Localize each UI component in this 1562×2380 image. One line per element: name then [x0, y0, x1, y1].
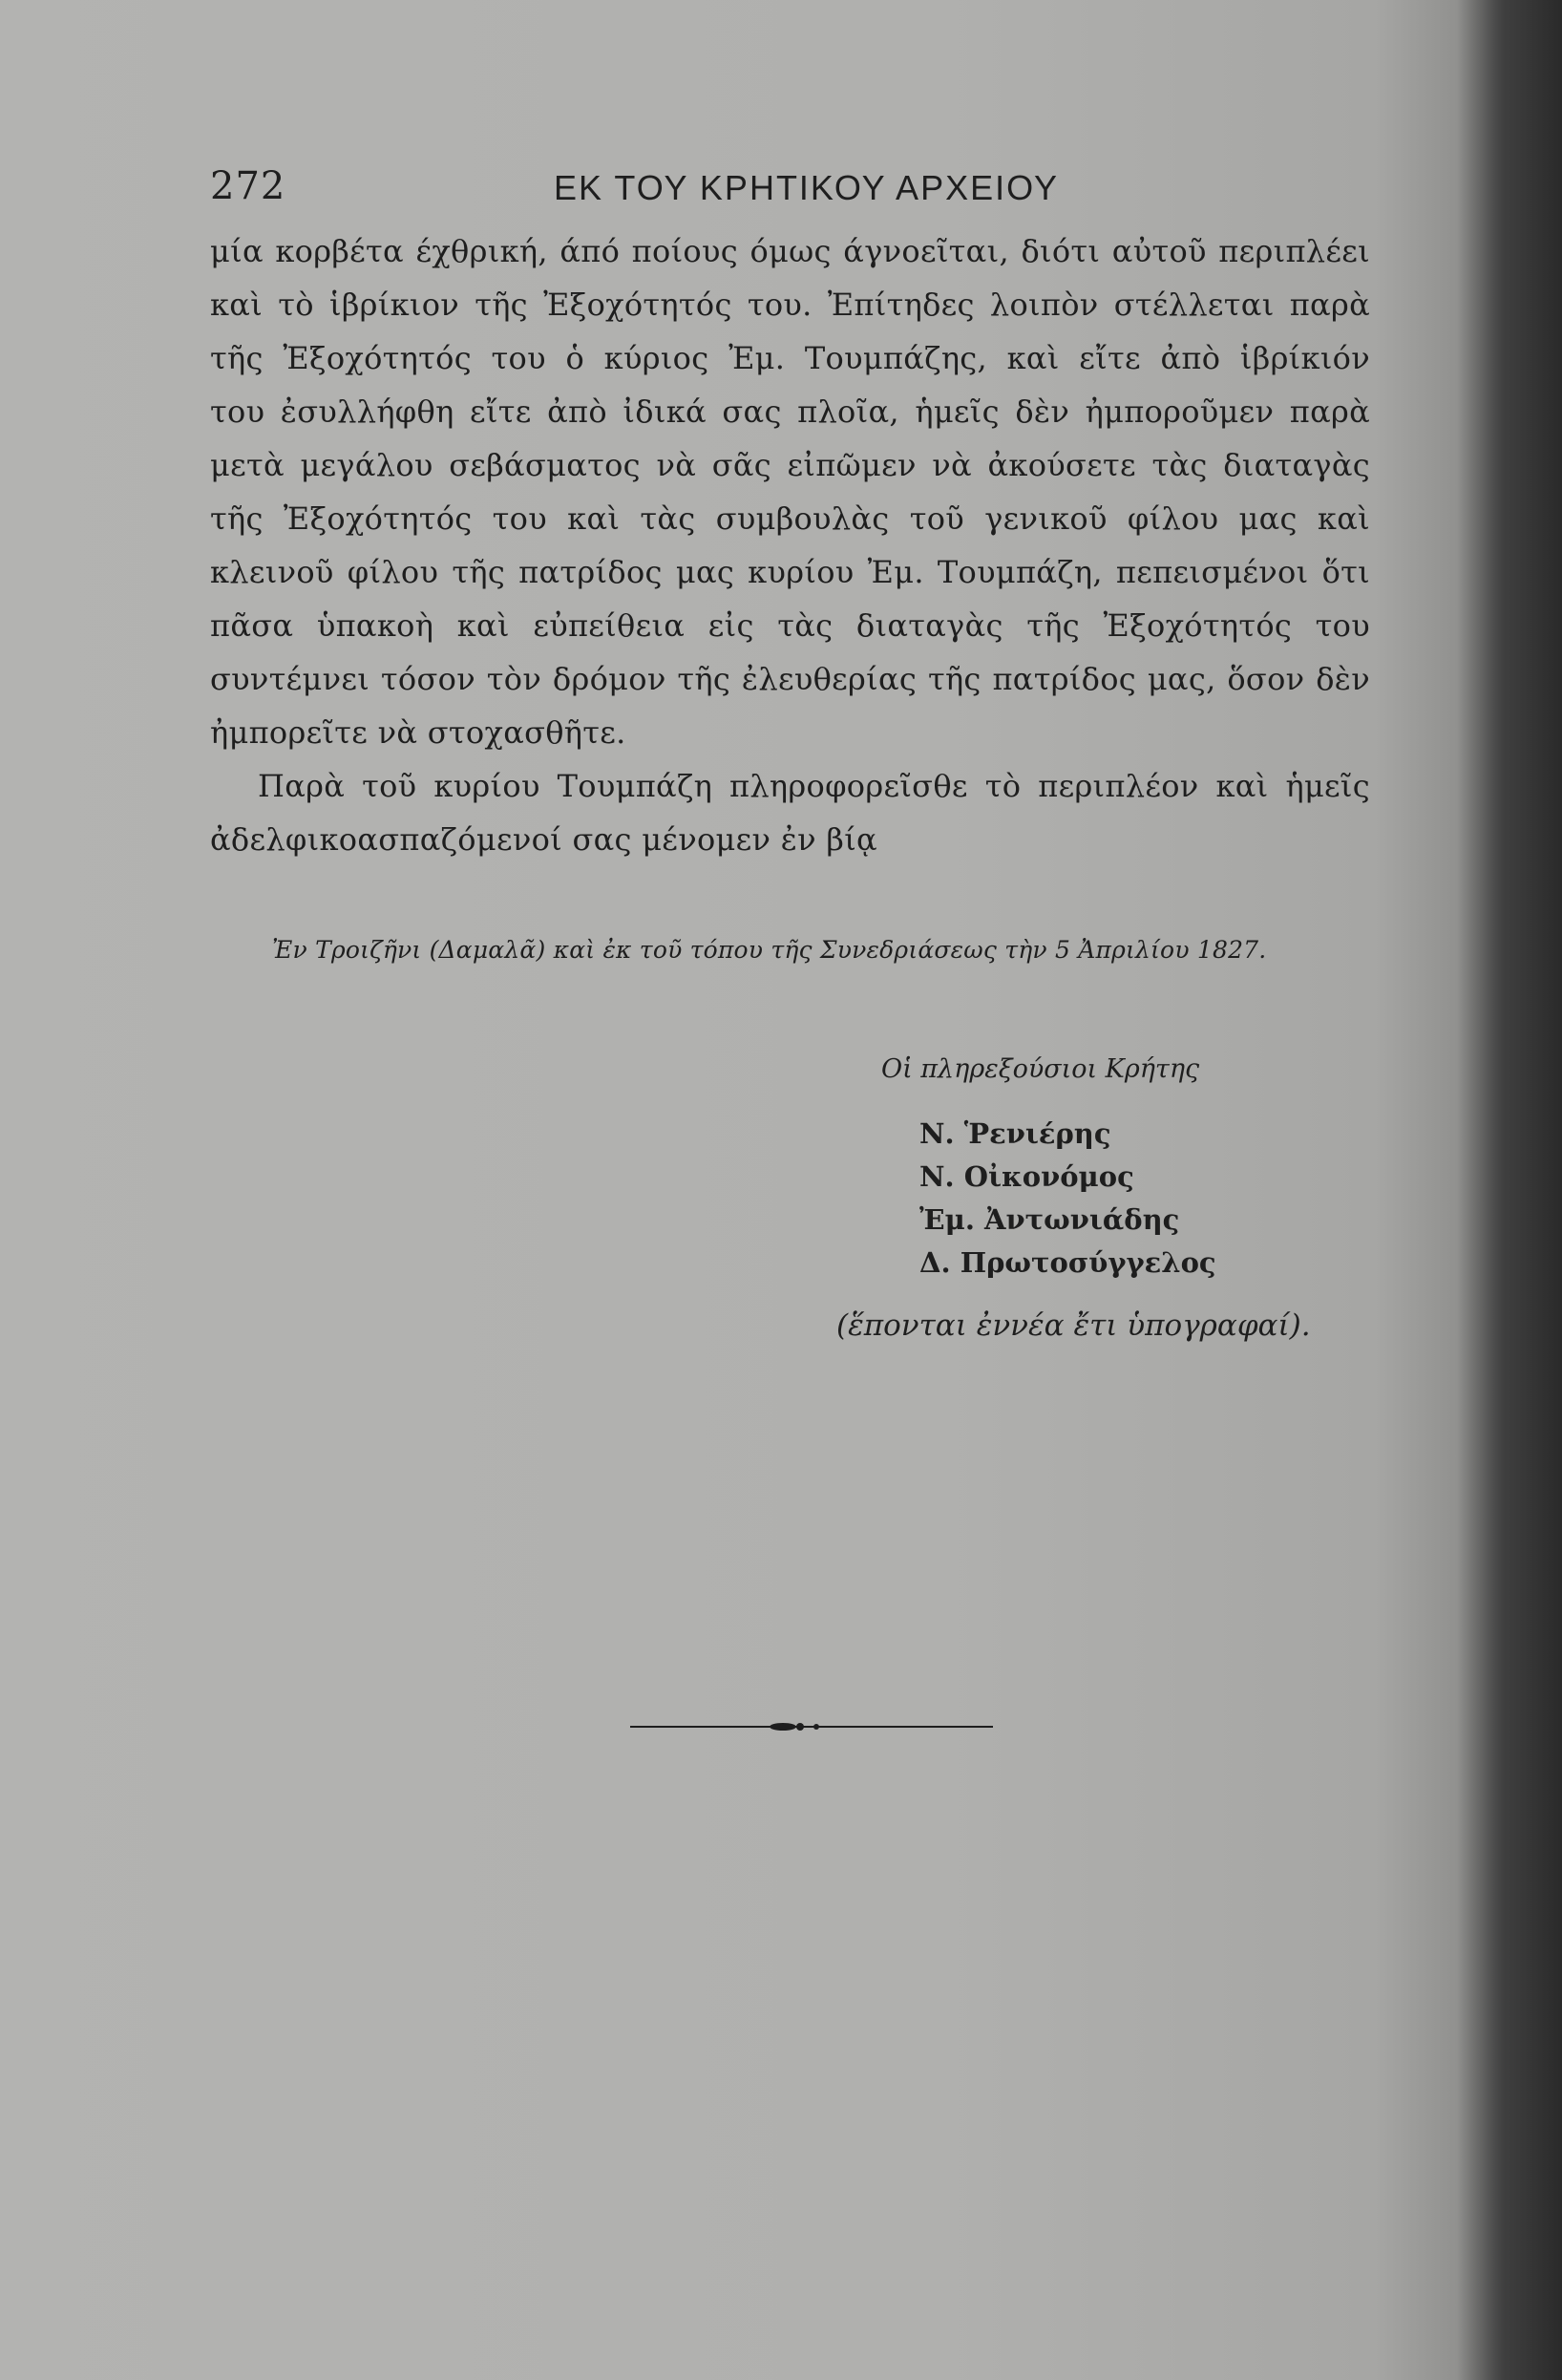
- page-gutter-shadow: [1457, 0, 1562, 2380]
- text-line: πᾶσα ὑπακοὴ καὶ εὐπείθεια εἰς τὰς διαταγὰς τῆς Ἐξοχότητός του: [210, 607, 1370, 644]
- text-line: τῆς Ἐξοχότητός του καὶ τὰς συμβουλὰς τοῦ γενικοῦ φίλου μας καὶ: [210, 500, 1370, 537]
- page-header: [210, 164, 1318, 222]
- paragraph-start-line: Παρὰ τοῦ κυρίου Τουμπάζη πληροφορεῖσθε τὸ περιπλέον καὶ ἡμεῖς: [258, 768, 1370, 804]
- end-ornament-rule: [630, 1719, 993, 1734]
- signatory-name: Δ. Πρωτοσύγγελος: [919, 1246, 1216, 1279]
- text-line: ἠμπορεῖτε νὰ στοχασθῆτε.: [210, 714, 626, 751]
- text-line: του ἐσυλλήφθη εἴτε ἀπὸ ἰδικά σας πλοῖα, ἡμεῖς δὲν ἠμποροῦμεν παρὰ: [210, 393, 1370, 430]
- signatories-title: Οἱ πληρεξούσιοι Κρήτης: [881, 1054, 1200, 1084]
- text-line: μετὰ μεγάλου σεβάσματος νὰ σᾶς εἰπῶμεν νὰ ἀκούσετε τὰς διαταγὰς: [210, 447, 1370, 483]
- signatory-name: Ν. Ῥενιέρης: [919, 1117, 1111, 1150]
- text-line: ἀδελφικοασπαζόμενοί σας μένομεν ἐν βίᾳ: [210, 821, 877, 858]
- place-date-line: Ἐν Τροιζῆνι (Δαμαλᾶ) καὶ ἐκ τοῦ τόπου τῆς Συνεδριάσεως τὴν 5 Ἀπριλίου 1827.: [272, 936, 1267, 964]
- signatory-name: Ἐμ. Ἀντωνιάδης: [919, 1203, 1180, 1236]
- signatory-name: Ν. Οἰκονόμος: [919, 1160, 1134, 1193]
- closing-note: (ἕπονται ἐννέα ἔτι ὑπογραφαί).: [836, 1308, 1311, 1343]
- running-title: ΕΚ ΤΟΥ ΚΡΗΤΙΚΟΥ ΑΡΧΕΙΟΥ: [554, 168, 1059, 207]
- text-line: τῆς Ἐξοχότητός του ὁ κύριος Ἐμ. Τουμπάζης, καὶ εἴτε ἀπὸ ἱβρίκιόν: [210, 340, 1370, 376]
- text-line: καὶ τὸ ἱβρίκιον τῆς Ἐξοχότητός του. Ἐπίτηδες λοιπὸν στέλλεται παρὰ: [210, 287, 1370, 323]
- text-line: μία κορβέτα έχθρική, άπό ποίους όμως άγνοεῖται, διότι αὐτοῦ περιπλέει: [210, 233, 1370, 269]
- text-line: κλεινοῦ φίλου τῆς πατρίδος μας κυρίου Ἐμ. Τουμπάζη, πεπεισμένοι ὅτι: [210, 554, 1370, 590]
- text-line: συντέμνει τόσον τὸν δρόμον τῆς ἐλευθερίας τῆς πατρίδος μας, ὅσον δὲν: [210, 661, 1370, 697]
- page-number: 272: [210, 164, 286, 208]
- body-text: [210, 224, 1370, 866]
